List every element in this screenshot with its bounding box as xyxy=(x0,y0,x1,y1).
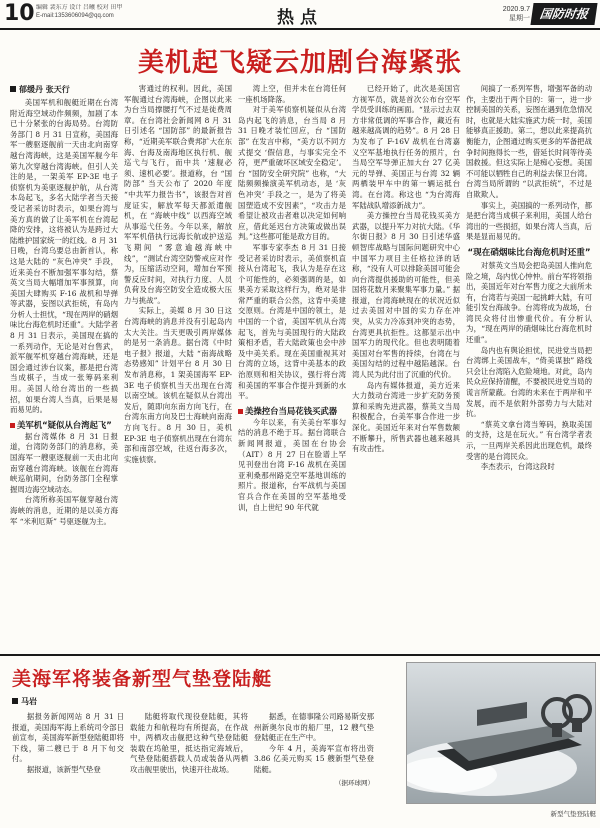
paragraph: 对于美军侦察机疑似从台湾岛内起飞的消息，台当局 8 月 31 日晚才装忙回应，台 “国防部” 在发言中称，“美方以不同方式提交 ‘假信息，与事实完全不符，更严重破坏区域安全稳定’。台 “国防安全研究院” 也称，“大陆频频操演美军机动态，是 ‘灰色冲突’ 手段之一，是为了将美国塑造成不安因素”，“攻击力是希望让被攻击者难以决定如何响应，借此延迟台方决策或做出误判。”这些都可能是敌方目的。 xyxy=(238,105,346,242)
paragraph: 事实上，美国搞的一系列动作，都是把台湾当成棋子来利用，美国人给台湾出的一些损招，如果台湾人当真，后果是显而易见的。 xyxy=(466,200,592,242)
page-number: 10 xyxy=(4,1,35,26)
paragraph: 据报道，该新型气垫登 xyxy=(26,764,101,774)
main-byline xyxy=(10,84,70,95)
paragraph: 台湾所称美国军舰穿越台湾海峡的消息，近期的是以美方海军 “米利厄斯” 号驱逐舰为主。 xyxy=(10,495,118,526)
paragraph: 据悉，在德事隆公司路易斯安那州新奥尔良市的船厂里，12 艘气垫登陆艇正在生产中。 xyxy=(254,712,374,743)
byline-square-icon xyxy=(12,698,18,704)
paragraph: 据报务新闻网站 8 月 31 日报道，美国海军海上系统司令部日前宣布，美国海军新型登陆艇即将下线，第二艘已于 8 月下旬交付。 xyxy=(12,712,124,764)
byline-authors: 郁缓丹 张天行 xyxy=(19,85,70,94)
newspaper-logo: 国防时报 xyxy=(530,3,597,25)
editor-line: 编辑 裴东方 设计 吕曦 校对 田甲 xyxy=(36,5,123,11)
paragraph: 陆艇将取代现役登陆艇，其将载能力和航程均有所提高，在作战中，两栖攻击舰把这种气垫登陆艇装载在坞舱里，抵达指定海域后，气垫登陆艇搭载人员或装备从两栖攻击舰里驶出，快速开往战场。 xyxy=(130,712,248,774)
editor-email: E-mail:1353606094@qq.com xyxy=(36,13,114,19)
byline-square-icon xyxy=(10,86,16,92)
hovercraft-image xyxy=(407,663,596,804)
paragraph: 对蔡英文当局会把岛美国人推向危险之境，岛内忧心忡忡。前台军将领指出，美国近年对台军售力度之大前所未有，台湾若与美国一起挑衅大陆，有可能引发台海战争。台湾将成为战场，台湾民众将付出惨重代价。有分析认为，“现在两岸的硝烟味比台海危机时还重”。 xyxy=(466,260,592,345)
paragraph: 美方操控台当局花钱买美方武器，以提升军力对抗大陆。《华尔街日报》8 月 30 日引述华盛顿智库战略与国际问题研究中心中国军力项目主任格拉泽的话称，“没有人可以排除美国可能会向台湾提供援助的可能性，但美国将花数月来聚集军事力量。” 据报道，台湾海峡现在的状况近似过去美国对中国的实力存在冲突，从实力冷冻到冲突的态势，台湾更具抗拒性。这都显示出中国军力的现代化。但也表明随着美国对台军售的持续，台湾在与美国勾结的过程中越陷越深。台湾人民为此付出了沉重的代价。 xyxy=(352,211,460,380)
bottom-headline: 美海军将装备新型气垫登陆艇 xyxy=(12,668,273,690)
subhead-text: 美军机“疑似从台湾起飞” xyxy=(17,419,112,430)
paragraph: 间搞了一系列军售，增强军备的动作，主要出于两个目的：第一，进一步控制美国的关系，妄图在遇到危急情况时，也就是大陆实施武力统一时，美国能够真正援助。第二，想以此来提高抗衡能力，企图通过购买更多的军备把战争时间拖得长一些，借延长时间等待美国救援。但这实际上是痴心妄想。美国不可能以牺牲自己的利益去保卫台湾。台湾当局所谓的 “以武拒统”，不过是自欺欺人。 xyxy=(466,84,592,199)
paragraph: 李杰表示，台湾这段时 xyxy=(480,462,555,472)
paragraph: 今年 4 月，美海军宣布将出资 3.86 亿美元购买 15 艘新型气垫登陆艇。 xyxy=(254,743,374,774)
bottom-column-2 xyxy=(130,712,248,822)
page-header xyxy=(0,0,600,30)
main-column-3 xyxy=(238,84,346,650)
paragraph: “蔡英文拿台湾当筹码，换取美国的支持，这是在玩火。” 有台湾学者表示，一旦两岸关系因此出现危机，最终受害的是台湾民众。 xyxy=(466,419,592,461)
bottom-column-3 xyxy=(254,712,374,822)
paragraph: 害通过的权利。因此，美国军舰通过台湾海峡，企图以此来为台当局撑腰打气不过是徒费周章。在台湾社会新闻网 8 月 31 日引述名 “国防部” 的最新报告称，“近期美军联合费邦扩大在东海、台海及南海地区执行机、舰巡弋与飞行，而中共 ‘速舰必须、速机必要’。报道称，台 “国防部” 当天公布了 2020 年度 “中共军力报告书”，该报告对首度证实，解放军每天都派遣舰机，在 “海峡中线” 以西海空域从事巡弋任务。今年以来，解放军军机借执行远海长航或护送巡飞期间 “雾意逾越海峡中线”，“测试台湾空防警戒应对作为，压缩活动空间，增加台军预警反应时间，对执行力度、人员负荷及台海空防安全造成极大压力与挑战”。 xyxy=(124,84,232,305)
subhead-text: 美操控台当局花钱买武器 xyxy=(245,405,338,416)
subhead-3: “现在硝烟味比台海危机时还重” xyxy=(467,247,591,258)
bottom-column-1 xyxy=(12,712,124,822)
date-text: 2020.9.7 xyxy=(502,6,530,13)
paragraph: 岛内有媒体报道，美方近来大力鼓动台湾进一步扩充防务预算和采购先进武器，蔡英文当局积极配合，台美军事合作进一步深化。美国近年来对台军售数额不断攀升，所售武器也越来越具有攻击性。 xyxy=(352,380,460,454)
subhead-1 xyxy=(10,419,118,432)
byline-author: 马岩 xyxy=(21,697,37,706)
paragraph: 已经开始了，此次是美国官方视军员，就是首次公布台空军学员受训练的画面。“显示过去双方非常低调的军事合作，藏近有越来越高调的趋势”。8 月 28 日为发布了 F-16V 战机在台湾嘉义空军基地执行任务的照片，台当局空军导弹正加大台 27 亿美元的导弹、美国正与台湾 32 辆两栖装甲车中的第一辆运抵台湾。在台湾。称这也 “为台湾海军陆战队增添新战力”。 xyxy=(352,84,460,210)
subhead-2 xyxy=(238,405,346,418)
main-column-4 xyxy=(352,84,460,650)
section-divider xyxy=(0,654,600,656)
subhead-marker-icon xyxy=(10,423,15,428)
hovercraft-photo xyxy=(406,662,596,804)
paragraph: 岛内也有舆论担忧，民进党当局把台湾绑上美国战车，“倚美谋独” 路线只会让台湾陷入危险境地。对此，岛内民众应保持清醒，不要被民进党当局的谎言所蒙蔽。台湾的未来在于两岸和平发展，而不是依附外部势力与大陆对抗。 xyxy=(466,345,592,419)
paragraph: 今年以来，有关美台军事勾结的消息不绝于耳。据台湾联合新闻网报道，美国在台协会（AIT）8 月 27 日在脸谱上罕见刊登出台湾 F-16 战机在美国亚利桑那州路克空军基地训练的照片。报道称，台军战机与美国官兵合作在美国的空军基地受训，自上世纪 90 年代就 xyxy=(238,417,346,512)
paragraph: 军事专家李杰 8 月 31 日接受记者采访时表示，美侦察机直接从台湾起飞，我认为是存在这个可能性的，必须强调的是，如果美方采取这样行为，绝对是非常严重的联合公然，这背中美建交原则。台湾是中国的领土，是中国的一个省，美国军机从台湾起飞，首先与美国现行的大陆政策相矛盾，若大陆政策也会中涉及中美关系。现在美国重视其对台湾的立场，这背中美基本的政治原则和相关协议，强行将台湾和美国的军事合作提升到新的水平。 xyxy=(238,242,346,401)
bottom-byline xyxy=(12,696,37,707)
main-column-5 xyxy=(466,84,592,650)
main-column-2 xyxy=(124,84,232,650)
weekday-text: 星期一 xyxy=(509,15,530,22)
paragraph: 实际上，美媒 8 月 30 日这台湾海峡的消息并没有引起岛内太大关注。当天更吸引两岸媒体的是另一条消息。据台湾《中时电子报》报道，大陆 “南海战略态势感知” 计划平台 8 月 30 日发布消息称，1 架美国海军 EP-3E 电子侦察机当天出现在台湾以南空域。该机在疑似从台湾出发后，随即向东南方向飞行，在台湾东南方向及巴士海峡向南海方向飞行。8 月 30 日，美机 EP-3E 电子侦察机出现在台湾东部和南部空域，往返台海多次，实施侦察。 xyxy=(124,306,232,464)
source-note: （据环球网） xyxy=(335,778,374,787)
main-column-1 xyxy=(10,98,118,650)
section-title: 热点 xyxy=(277,8,323,28)
paragraph: 湾上空，但并未在台湾任何一座机场降落。 xyxy=(238,84,346,104)
paragraph: 美国军机和舰艇近期在台湾附近海空域动作频频，加剧了本已十分紧张的台海局势。台湾防务部门 8 月 31 日宣称，美国海军一艘驱逐舰前一天由北向南穿越台湾海峡，这是美国军舰今年第九次穿越台湾海峡。但引人关注的是，一架美军 EP-3E 电子侦察机为美驱逐舰护航，从台湾本岛起飞，多名大陆学者当天接受记者采访时表示，如果台湾与美方真的做了让美军机在台湾起降的安排，这将被认为是跨过大陆维护国家统一的红线。8 月 31 日晚，台湾乌要总由新首认，称这是大陆的 “灰色冲突” 手段，近来美台不断加强军事勾结，蔡英文当局大幅增加军事预算，向美国大肆购买 F-16 战机和导弹等武器，妄图以武拒统，有岛内分析人士担忧，“现在两岸的硝烟味比台海危机时还重”。大陆学者 8 月 31 日表示，美国现在搞的一系列动作，无论是对台售武，派军舰军机穿越台湾海峡，还是国会通过涉台议案，都是把台湾当成棋子，当成一张筹码来利用。美国人给台湾出的一些损招，如果台湾人当真，后果是易而易见的。 xyxy=(10,98,118,415)
main-headline: 美机起飞疑云加剧台海紧张 xyxy=(137,48,462,78)
issue-date xyxy=(486,5,530,23)
photo-caption: 新型气垫登陆艇 xyxy=(550,811,596,818)
paragraph: 据台湾媒体 8 月 31 日报道，台湾防务部门的消息称，美国海军一艘驱逐舰前一天由北向南穿越台湾海峡。该舰在台湾海峡巡航期间，台防务部门全程掌握周边海空域动态。 xyxy=(10,431,118,494)
subhead-marker-icon xyxy=(238,409,243,414)
